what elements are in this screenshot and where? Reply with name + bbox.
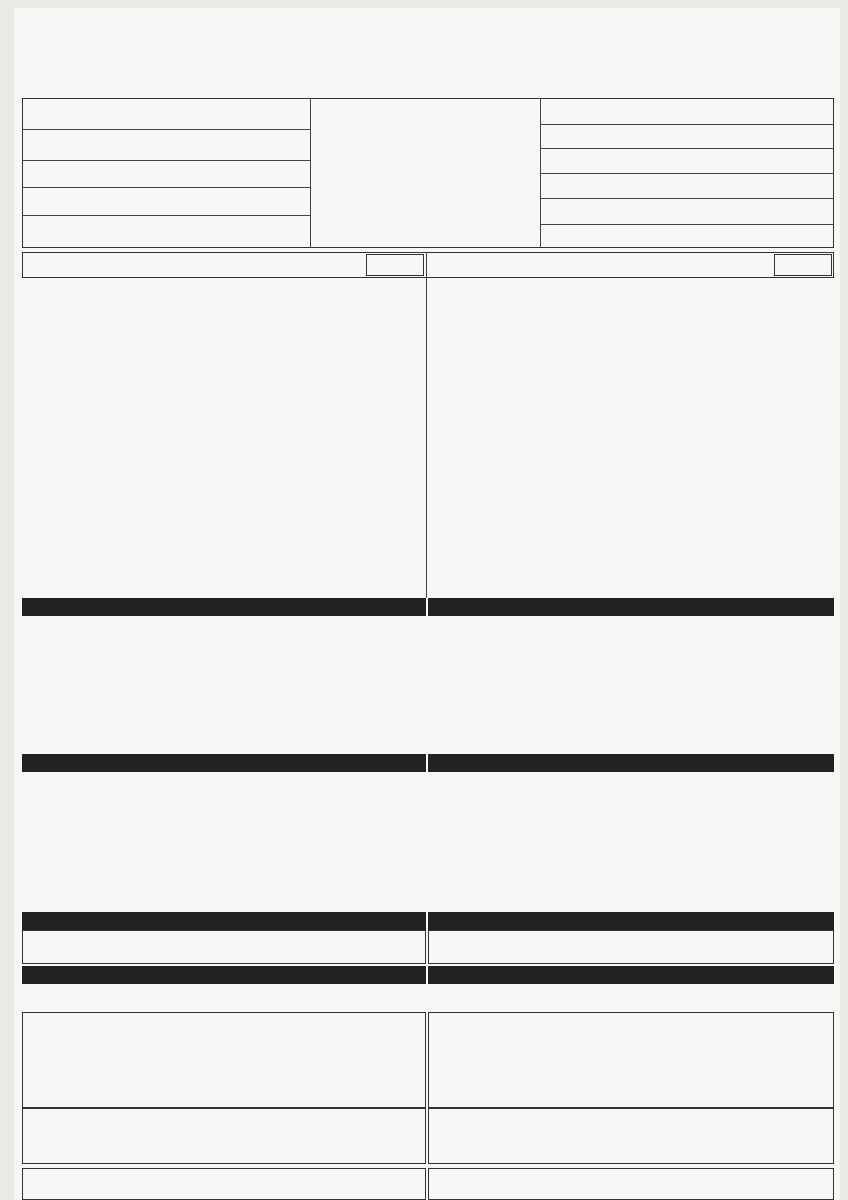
contest-away-band [428, 966, 834, 984]
divider [540, 173, 834, 174]
divider [540, 148, 834, 149]
scoresheet [14, 8, 840, 1200]
divider [426, 252, 427, 598]
signature-box [428, 1168, 834, 1200]
batting-away-box [428, 1012, 834, 1108]
divider [540, 198, 834, 199]
team-row [22, 252, 834, 278]
penalties-box [22, 1168, 426, 1200]
super-home-box [22, 930, 426, 964]
divider [22, 160, 310, 161]
divider [310, 98, 311, 248]
period1-away-band [428, 598, 834, 616]
divider [540, 224, 834, 225]
super-away-band [428, 912, 834, 930]
super-home-band [22, 912, 426, 930]
contest-home-band [22, 966, 426, 984]
period2-home-band [22, 754, 426, 772]
divider [540, 124, 834, 125]
period2-away-band [428, 754, 834, 772]
subs-home-box [22, 1108, 426, 1164]
divider [22, 215, 310, 216]
period1-home-band [22, 598, 426, 616]
home-us-selector[interactable] [366, 254, 424, 276]
batting-home-box [22, 1012, 426, 1108]
divider [22, 129, 310, 130]
super-away-box [428, 930, 834, 964]
away-us-selector[interactable] [774, 254, 832, 276]
divider [22, 187, 310, 188]
subs-away-box [428, 1108, 834, 1164]
